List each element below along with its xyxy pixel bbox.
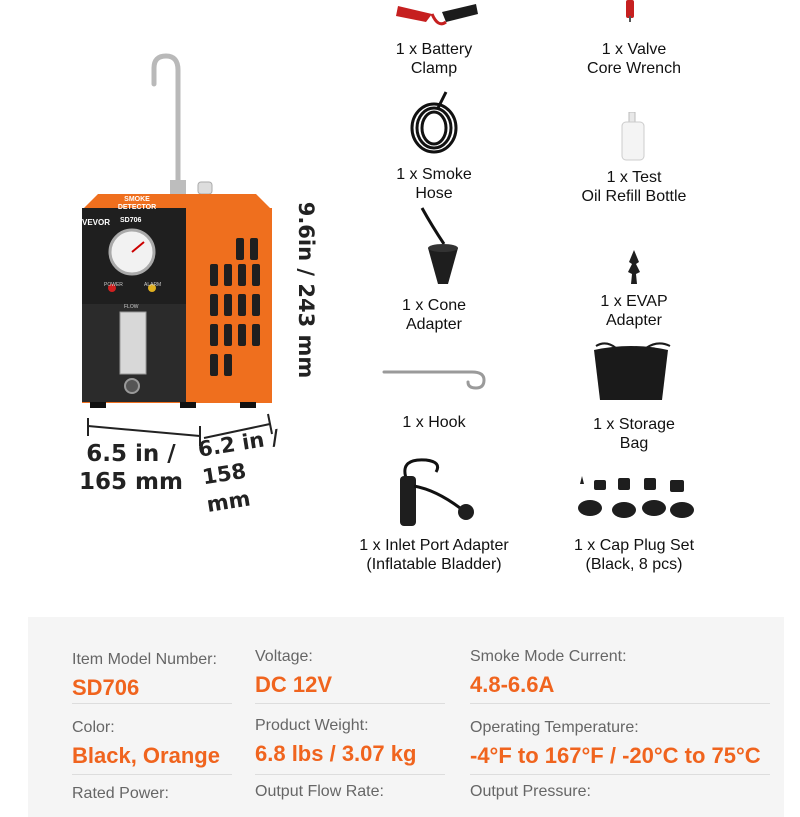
spec-label: Item Model Number:	[72, 651, 217, 668]
spec-output-pressure	[470, 782, 591, 802]
spec-label: Smoke Mode Current:	[470, 648, 627, 665]
model-label: SD706	[120, 217, 142, 224]
brand-logo: VEVOR	[82, 218, 111, 227]
caption-cone-adapter: 1 x Cone Adapter	[401, 297, 467, 333]
caption-storage-bag: 1 x Storage Bag	[593, 416, 675, 452]
width-line-1: 6.5 in /	[86, 441, 176, 467]
valve-core-wrench-image	[620, 0, 640, 24]
spec-value: -4°F to 167°F / -20°C to 75°C	[470, 743, 761, 768]
smoke-machine-illustration	[60, 50, 280, 420]
inlet-port-adapter-image	[396, 452, 496, 532]
spec-label: Output Flow Rate:	[255, 783, 384, 800]
caption-evap-adapter: 1 x EVAP Adapter	[600, 293, 668, 329]
smoke-detector-badge: SMOKE DETECTOR	[117, 196, 157, 211]
fill-cap	[198, 182, 212, 194]
storage-bag-image	[586, 340, 676, 402]
specifications-panel	[28, 617, 784, 817]
spec-model-number	[72, 650, 217, 702]
spec-value: 6.8 lbs / 3.07 kg	[255, 741, 417, 766]
battery-clamp-image	[392, 0, 482, 32]
flow-knob	[125, 379, 139, 393]
spec-product-weight	[255, 716, 416, 768]
hook-image	[380, 360, 492, 390]
caption-valve-core-wrench: 1 x Valve Core Wrench	[587, 41, 681, 77]
spec-label: Color:	[72, 719, 115, 736]
smoke-hose-image	[400, 88, 470, 158]
caption-battery-clamp: 1 x Battery Clamp	[395, 41, 473, 77]
spec-label: Product Weight:	[255, 717, 369, 734]
spec-value: Black, Orange	[72, 743, 220, 768]
caption-oil-refill-bottle: 1 x Test Oil Refill Bottle	[581, 169, 687, 205]
spec-value: DC 12V	[255, 672, 333, 697]
height-dimension-label: 9.6in / 243 mm	[294, 201, 318, 379]
power-label: POWER	[104, 282, 123, 288]
width-dimension-label	[66, 440, 196, 496]
depth-dimension-label	[196, 422, 298, 519]
spec-value: 4.8-6.6A	[470, 672, 555, 697]
spec-label: Operating Temperature:	[470, 719, 639, 736]
oil-refill-bottle-image	[618, 112, 648, 162]
spec-label: Output Pressure:	[470, 783, 591, 800]
alarm-label: ALARM	[144, 282, 162, 288]
cone-adapter-image	[418, 206, 468, 286]
flow-meter	[120, 312, 146, 374]
spec-value: SD706	[72, 675, 140, 700]
width-line-2: 165 mm	[79, 469, 183, 495]
depth-line-2: 158 mm	[200, 458, 253, 517]
spec-rated-power	[72, 784, 169, 804]
spec-smoke-mode-current	[470, 647, 627, 699]
caption-smoke-hose: 1 x Smoke Hose	[396, 166, 472, 202]
spec-label: Voltage:	[255, 648, 313, 665]
spec-output-flow-rate	[255, 782, 384, 802]
spec-voltage	[255, 647, 332, 699]
flow-label: FLOW	[124, 304, 139, 310]
spec-color	[72, 718, 220, 770]
hook-pipe	[154, 56, 178, 200]
caption-hook: 1 x Hook	[402, 414, 466, 431]
caption-inlet-port-adapter: 1 x Inlet Port Adapter (Inflatable Bladder)	[359, 537, 509, 573]
cap-plug-set-image	[572, 474, 696, 524]
caption-cap-plug-set: 1 x Cap Plug Set (Black, 8 pcs)	[573, 537, 695, 573]
depth-line-1: 6.2 in /	[196, 425, 281, 462]
spec-label: Rated Power:	[72, 785, 169, 802]
evap-adapter-image	[622, 250, 646, 284]
spec-operating-temperature	[470, 718, 761, 770]
